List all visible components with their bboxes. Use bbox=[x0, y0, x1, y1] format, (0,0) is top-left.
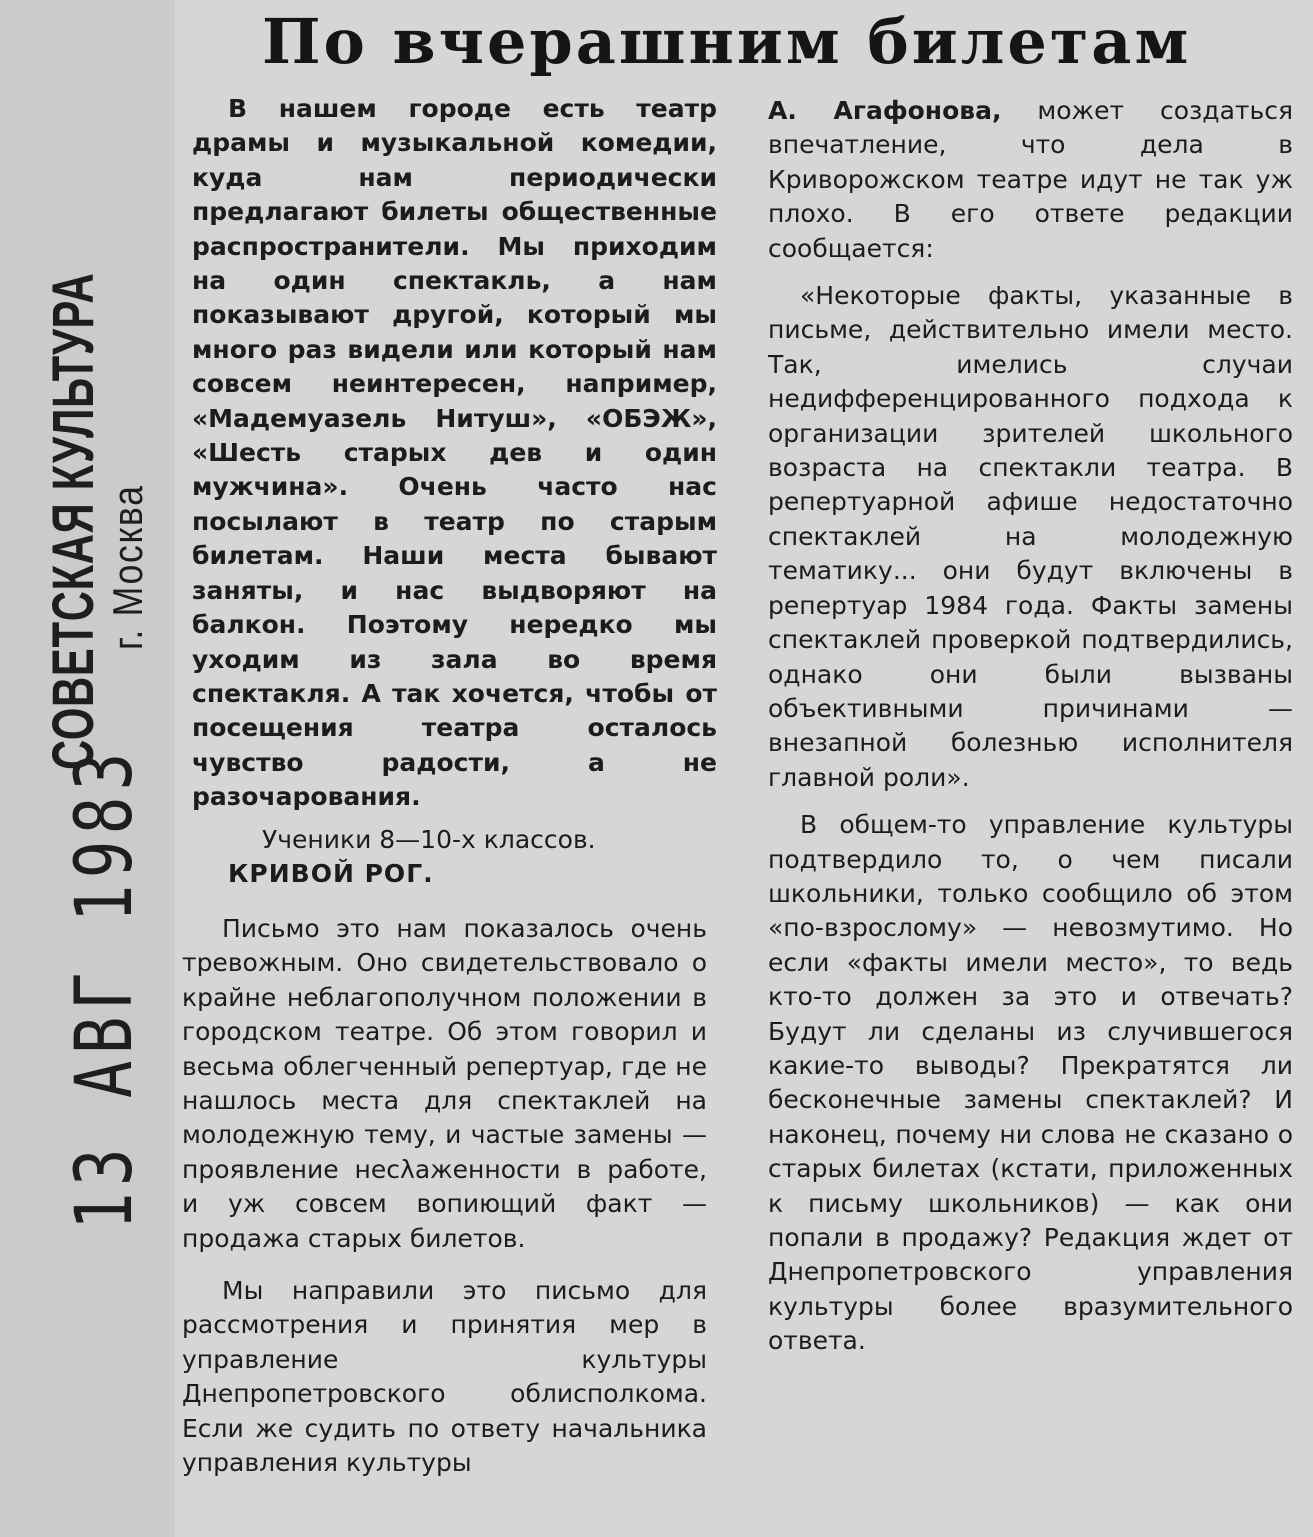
stamp-newspaper-name: СОВЕТСКАЯ КУЛЬТУРА bbox=[41, 272, 106, 770]
editorial-paragraph-2: Мы направили это письмо для рассмотрения и принятия мер в управление культуры Днепропетровского облисполкома. Если же судить по ответу начальника управления культуры bbox=[182, 1276, 707, 1478]
article-headline: По вчерашним билетам bbox=[262, 5, 1192, 78]
stamp-city: г. Москва bbox=[104, 484, 151, 650]
stamp-date: 13 АВГ 1983 bbox=[60, 746, 150, 1230]
editorial-paragraph-2-cont bbox=[768, 94, 1293, 266]
reader-letter bbox=[192, 92, 717, 891]
official-name: А. Агафонова, bbox=[768, 96, 1002, 125]
letter-text: В нашем городе есть театр драмы и музыкальной комедии, куда нам периодически предлагают билеты общественные распространители. Мы приходим на один спектакль, а нам показывают другой, который мы много раз видели или который нам совсем неинтересен, например, «Мадемуазель Нитуш», «ОБЭЖ», «Шесть старых дев и один мужчина». Очень часто нас посылают в театр по старым билетам. Наши места бывают заняты, и нас выдворяют на балкон. Поэтому нередко мы уходим из зала во время спектакля. А так хочется, чтобы от посещения театра осталось чувство радости, а не разочарования. bbox=[192, 94, 717, 812]
editorial-paragraph-2-start bbox=[182, 1274, 707, 1480]
editorial-column-2 bbox=[768, 94, 1293, 1359]
archive-stamp bbox=[0, 0, 150, 1537]
letter-signature bbox=[192, 823, 717, 891]
official-quote: «Некоторые факты, указанные в письме, действительно имели место. Так, имелись случаи недифференцированного подхода к организации зрителей школьного возраста на спектакли театра. В репертуарной афише недостаточно спектаклей на молодежную тематику... они будут включены в репертуар 1984 года. Факты замены спектаклей проверкой подтвердились, однако они были вызваны объективными причинами — внезапной болезнью исполнителя главной роли». bbox=[768, 281, 1293, 792]
signature-authors: Ученики 8—10-х классов. bbox=[262, 824, 596, 854]
editorial-column-1 bbox=[182, 912, 707, 1481]
signature-city: КРИВОЙ РОГ. bbox=[228, 858, 434, 888]
editorial-paragraph-1: Письмо это нам показалось очень тревожным. Оно свидетельствовало о крайне неблагополучном положении в городском театре. Об этом говорил и весьма облегченный репертуар, где не нашлось места для спектаклей на молодежную тему, и частые замены — проявление несλаженности в работе, и уж совсем вопиющий факт — продажа старых билетов. bbox=[182, 914, 707, 1253]
editorial-paragraph-3: В общем-то управление культуры подтвердило то, о чем писали школьники, только сообщило об этом «по-взрослому» — невозмутимо. Но если «факты имели место», то ведь кто-то должен за это и отвечать? Будут ли сделаны из случившегося какие-то выводы? Прекратятся ли бесконечные замены спектаклей? И наконец, почему ни слова не сказано о старых билетах (кстати, приложенных к письму школьников) — как они попали в продажу? Редакция ждет от Днепропетровского управления культуры более вразумительного ответа. bbox=[768, 810, 1293, 1356]
editorial-paragraph-2-end: может создаться впечатление, что дела в Криворожском театре идут не так уж плохо. В его ответе редакции сообщается: bbox=[768, 96, 1293, 263]
